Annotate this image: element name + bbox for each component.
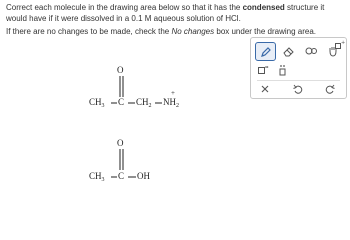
dots-icon[interactable] xyxy=(255,63,271,77)
amino-group[interactable]: $NH_2$ xyxy=(163,97,179,109)
drawing-area[interactable] xyxy=(0,42,245,198)
svg-text:+: + xyxy=(341,40,345,46)
positive-charge: + xyxy=(171,89,175,97)
carboxyl-carbon[interactable]: C xyxy=(118,171,125,181)
methylene-group[interactable]: $CH_2$ xyxy=(136,97,152,109)
add-charge-icon[interactable] xyxy=(335,40,345,50)
clear-icon[interactable] xyxy=(258,83,272,95)
instruction-text: Correct each molecule in the drawing area below so that it has the condensed structure it would have if it were dissolved in a 0.1 M aqueous solution of HCl. xyxy=(6,3,325,23)
methyl-group[interactable]: $CH_3$ xyxy=(89,171,105,183)
instruction-no-changes: If there are no changes to be made, check the No changes box under the drawing area. xyxy=(6,27,316,36)
no-changes-emphasis: No changes xyxy=(171,27,215,36)
redo-icon[interactable] xyxy=(323,83,337,95)
drawing-toolbar xyxy=(250,37,347,99)
condensed-emphasis: condensed xyxy=(242,3,285,12)
methyl-group[interactable]: $CH_3$ xyxy=(89,97,105,109)
pencil-icon[interactable] xyxy=(255,42,276,61)
eraser-icon[interactable] xyxy=(279,42,298,59)
oxygen-atom[interactable]: O xyxy=(117,65,124,75)
undo-icon[interactable] xyxy=(291,83,305,95)
atom-ring-icon[interactable] xyxy=(301,42,320,59)
lone-pair-icon[interactable] xyxy=(277,63,289,77)
carbonyl-carbon[interactable]: C xyxy=(118,97,125,107)
toolbar-divider xyxy=(257,80,340,81)
hydroxyl-group[interactable]: OH xyxy=(137,171,150,181)
oxygen-atom[interactable]: O xyxy=(117,138,124,148)
